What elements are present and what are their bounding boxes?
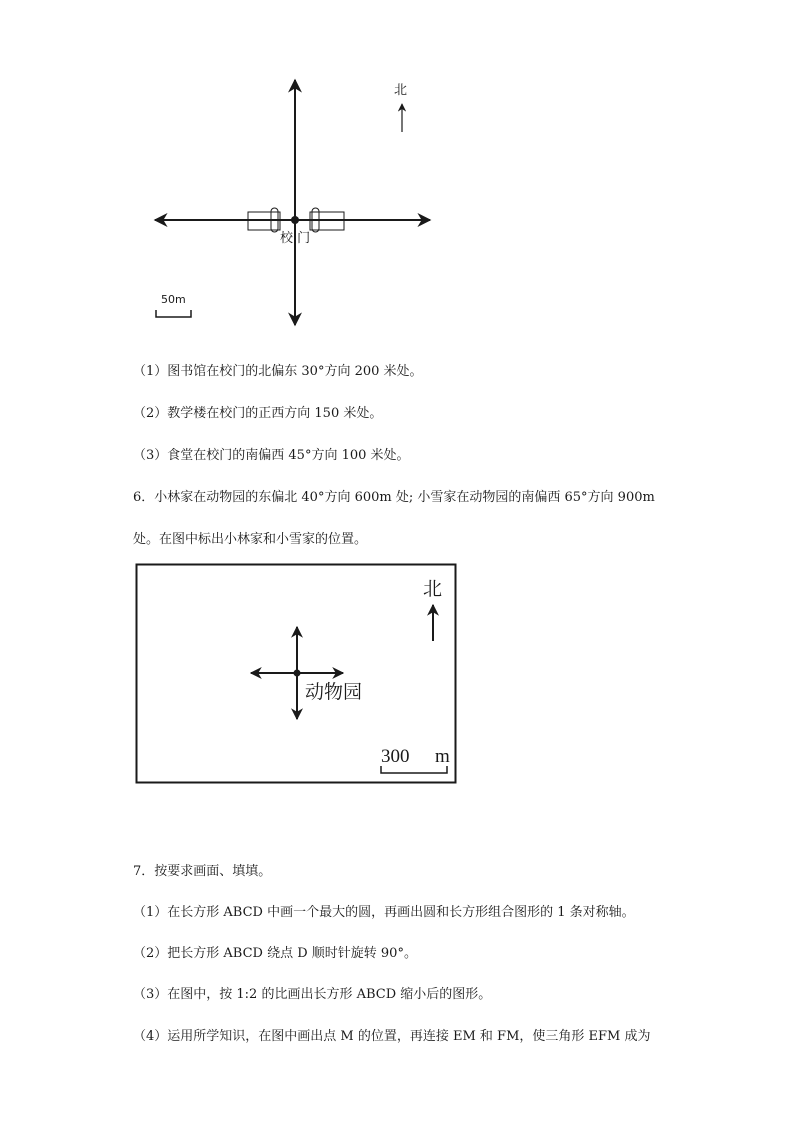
north-label: 北 [394,83,408,98]
question-7-item-2: （2）把长方形 ABCD 绕点 D 顺时针旋转 90°。 [133,946,417,961]
zoo-north-label: 北 [423,578,443,600]
zoo-map [135,563,457,785]
part5-item-1: （1）图书馆在校门的北偏东 30°方向 200 米处。 [133,364,423,379]
zoo-point [294,670,301,677]
zoo-scale-value: 300 [381,746,410,767]
question-6-line-1: 6．小林家在动物园的东偏北 40°方向 600m 处; 小雪家在动物园的南偏西 65°方向 900m [133,490,655,505]
zoo-scale-bar [381,766,447,773]
part5-item-3: （3）食堂在校门的南偏西 45°方向 100 米处。 [133,448,410,463]
zoo-label: 动物园 [305,681,363,703]
origin-label: 校 门 [280,231,311,246]
question-7-title: 7．按要求画面、填填。 [133,864,272,879]
part5-item-2: （2）教学楼在校门的正西方向 150 米处。 [133,406,383,421]
scale-bar [156,310,191,317]
origin-point [291,216,299,224]
scale-label: 50m [161,293,186,306]
question-7-item-1: （1）在长方形 ABCD 中画一个最大的圆，再画出圆和长方形组合图形的 1 条对称轴。 [133,905,635,920]
zoo-scale-unit: m [435,746,450,767]
school-gate-diagram [140,70,450,335]
question-7-item-3: （3）在图中，按 1:2 的比画出长方形 ABCD 缩小后的图形。 [133,987,492,1002]
question-7-item-4: （4）运用所学知识，在图中画出点 M 的位置，再连接 EM 和 FM，使三角形 EFM 成为 [133,1029,651,1044]
question-6-line-2: 处。在图中标出小林家和小雪家的位置。 [133,532,368,547]
